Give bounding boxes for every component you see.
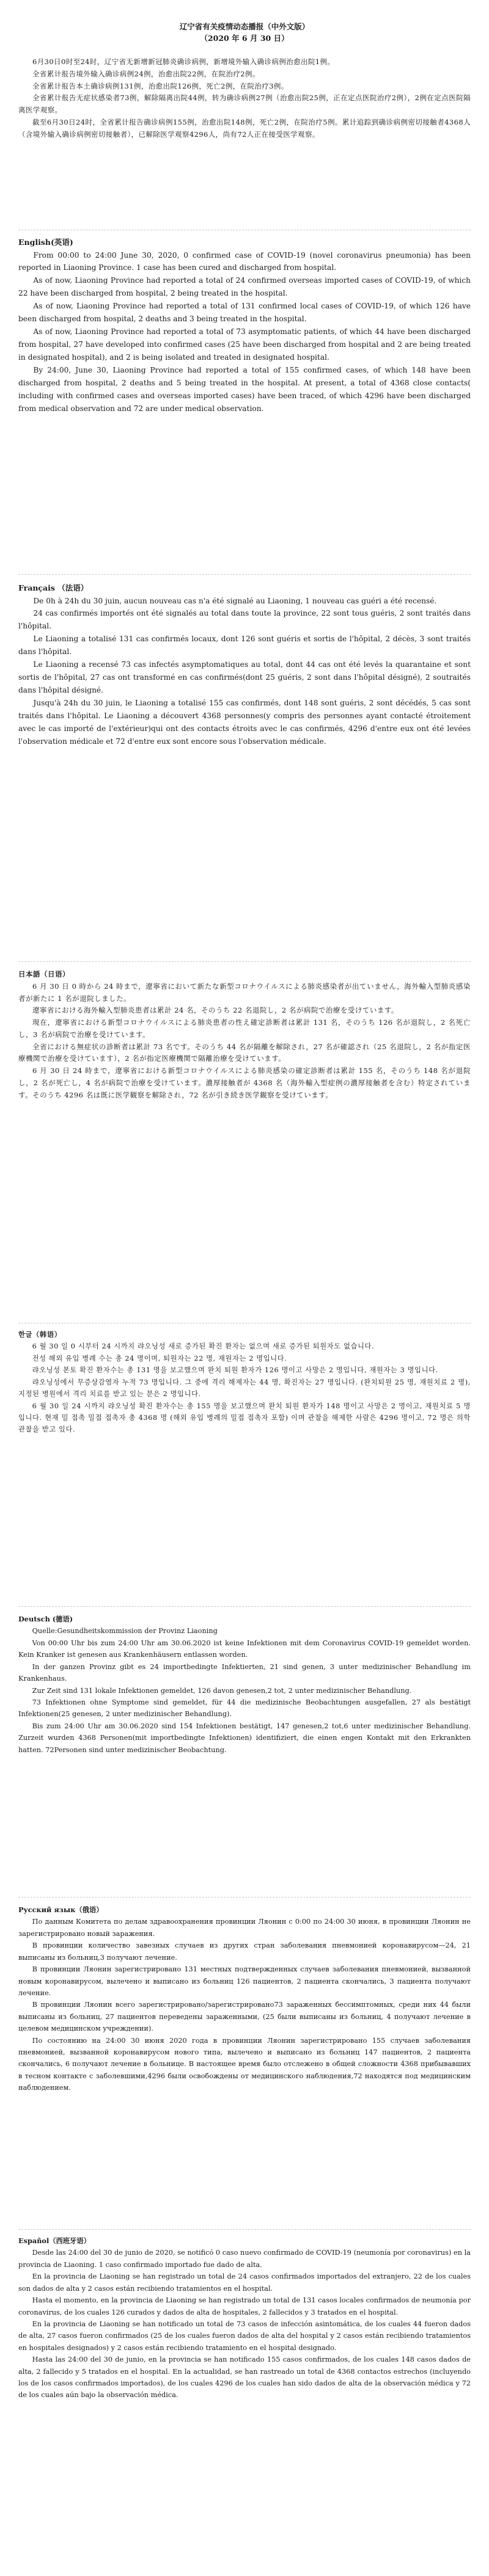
document-header xyxy=(0,21,489,45)
paragraph: 6月30日0时至24时，辽宁省无新增新冠肺炎确诊病例，新增境外输入确诊病例治愈出院1例。 xyxy=(32,57,335,66)
language-heading-spanish: Español（西班牙语） xyxy=(18,2236,91,2245)
document-title: 辽宁省有关疫情动态播报（中外文版） xyxy=(179,22,310,31)
section-spanish xyxy=(18,2235,471,2401)
language-heading-korean: 한글（韩语） xyxy=(18,1330,62,1339)
paragraph: 全省における無症状の診断者は累計 73 名です。そのうち 44 名が隔離を解除され，27 名が確認され（25 名退院し，2 名が指定医療機関で治療を受けています），2 名が指定医療機関で隔離治療を受けています。 xyxy=(18,1042,471,1063)
paragraph: 截至6月30日24时，全省累计报告确诊病例155例，治愈出院148例，死亡2例，在院治疗5例。累计追踪到确诊病例密切接触者4368人（含境外输入确诊病例密切接触者），已解除医学观察4296人，尚有72人正在接受医学观察。 xyxy=(18,117,471,139)
language-heading-russian: Русский язык（俄语） xyxy=(18,1905,103,1914)
language-heading-english: English(英语) xyxy=(18,238,73,247)
paragraph: Quelle:Gesundheitskommission der Provinz Liaoning xyxy=(32,1627,218,1635)
paragraph: 6 월 30 일 0 시부터 24 시까지 랴오닝성 새로 증가된 확진 환자는 없으며 새로 증가된 퇴원자도 없습니다. xyxy=(32,1342,375,1351)
paragraph: 랴오닝성에서 무증상감염자 누적 73 명입니다. 그 중에 격리 해제자는 44 명, 확진자는 27 명입니다. (완치퇴원 25 명, 재원치료 2 명), 지정된 병원에서 격리 치료를 받고 있는 분은 2 명입니다. xyxy=(18,1378,471,1399)
section-english xyxy=(18,236,471,415)
paragraph: Jusqu'à 24h du 30 juin, le Liaoning a totalisé 155 cas confirmés, dont 148 sont guéris, 2 sont décédés, 5 cas sont traités dans l'hôpital. Le Liaoning a découvert 4368 personnes(y compris des personnes ayant contacté étroitement avec le cas importé de l'extérieur)qui ont des contacts étroits avec le cas confirmés, 4296 d'entre eux ont été levées l'observation médicale et 72 d'entre eux sont encore sous l'observation médicale. xyxy=(18,699,471,746)
paragraph: By 24:00, June 30, Liaoning Province had reported a total of 155 confirmed cases, of which 148 have been discharged from hospital, 2 deaths and 5 being treated in the hospital. At present, a total of 4368 close contacts( including with confirmed cases and overseas imported cases) have been traced, of which 4296 have been discharged from medical observation and 72 are under medical observation. xyxy=(18,366,471,413)
paragraph: Le Liaoning a totalisé 131 cas confirmés locaux, dont 126 sont guéris et sortis de l'hôpital, 2 décès, 3 sont traités dans l'hôpital. xyxy=(18,635,471,657)
paragraph: Le Liaoning a recensé 73 cas infectés asymptomatiques au total, dont 44 cas ont été levés la quarantaine et sont sortis de l'hôpital, 27 cas ont transformé en cas confirmés(dont 25 guéris, 2 sont dans l'hôpital désigné), 2 soutraités dans l'hôpital désigné. xyxy=(18,660,471,695)
paragraph: В провинции количество завезных случаев из других стран заболевания пневмонией коронавирусом—24, 21 выписаны из больниц,3 получают лечение. xyxy=(18,1941,471,1962)
paragraph: Zur Zeit sind 131 lokale Infektionen gemeldet, 126 davon genesen,2 tot, 2 unter medizinischer Behandlung. xyxy=(32,1686,412,1695)
paragraph: В провинции Ляонин всего зарегистрировано/зарегистрировано73 зараженных бессимптомных, среди них 44 были выписаны из больниц, 27 пациентов переведены зараженными, (25 были выписаны из больниц, 4 получают лечение в целевом медицинском учреждении). xyxy=(18,2001,471,2033)
paragraph: 6 월 30 일 24 시까지 랴오닝성 확진 환자수는 총 155 명을 보고했으며 완치 퇴원 환자가 148 명이고 사망은 2 명이고, 재원치료 5 명입니다. 현재 밀 접촉 밀접 접촉자 총 4368 명 (해외 유입 병례의 밀접 접촉자 포함) 이며 관찰을 해제한 사람은 4296 명이고, 72 명은 의학 관찰을 받고 있다. xyxy=(18,1402,471,1434)
paragraph: From 00:00 to 24:00 June 30, 2020, 0 confirmed case of COVID-19 (novel coronavirus pneumonia) has been reported in Liaoning Province. 1 case has been cured and discharged from hospital. xyxy=(18,250,471,272)
paragraph: Hasta las 24:00 del 30 de junio, en la provincia se han notificado 155 casos confirmados, de los cuales 148 casos dados de alta, 2 fallecido y 5 tratados en el hospital. En la actualidad, se han rastreado un total de 4368 contactos estrechos (incluyendo los de los casos confirmados importados), de los cuales 4296 de los cuales han sido dados de alta de la observación médica y 72 de los cuales aún bajo la observación médica. xyxy=(18,2356,471,2400)
paragraph: In der ganzen Provinz gibt es 24 importbedingte Infektierten, 21 sind genen, 3 unter medizinischer Behandlung im Krankenhaus. xyxy=(18,1662,471,1683)
language-heading-french: Français （法语） xyxy=(18,583,89,592)
section-korean xyxy=(18,1329,471,1436)
paragraph: 現在，遼寧省における新型コロナウイルスによる肺炎患者の性え確定診断者は累計 131 名，そのうち 126 名が退院し，2 名死亡し，3 名が病院で治療を受けています。 xyxy=(18,1018,471,1039)
paragraph: По состоянию на 24:00 30 июня 2020 года в провинции Ляонин зарегистрировано 155 случаев заболевания пневмонией, вызванной коронавирусом нового типа, вылечено и выписано из больниц 147 пациентов, 2 пациента скончались, 6 получают лечение в больнице. В настоящее время было отслежено в общей сложности 4368 прибывавших в тесном контакте с заболевшими,4296 были освобождены от медицинского наблюдения,72 находятся под медицинским наблюдением. xyxy=(18,2036,471,2092)
paragraph: 全省累计报告本土确诊病例131例，治愈出院126例，死亡2例，在院治疗3例。 xyxy=(32,81,289,90)
paragraph: 6 月 30 日 0 時から 24 時まで，遼寧省において新たな新型コロナウイルスによる肺炎感染者が出ていません，海外輸入型肺炎感染者が新たに 1 名が退院しました。 xyxy=(18,981,471,1003)
section-divider xyxy=(18,961,471,962)
paragraph: As of now, Liaoning Province had reported a total of 131 confirmed local cases of COVID-19, of which 126 have been discharged from hospital, 2 deaths and 3 being treated in the hospital. xyxy=(18,302,471,324)
paragraph: 전성 해외 유입 병례 수는 총 24 명이며, 퇴원자는 22 명, 재원자는 2 명입니다. xyxy=(32,1354,287,1363)
paragraph: En la provincia de Liaoning se han registrado un total de 24 casos confirmados importados del extranjero, 22 de los cuales son dados de alta y 2 casos están recibiendo tratamientos en el hospital. xyxy=(18,2272,471,2293)
section-divider xyxy=(18,574,471,575)
paragraph: De 0h à 24h du 30 juin, aucun nouveau cas n'a été signalé au Liaoning, 1 nouveau cas guéri a été recensé. xyxy=(33,596,437,605)
paragraph: Desde las 24:00 del 30 de junio de 2020, se notificó 0 caso nuevo confirmado de COVID-19 (neumonía por coronavirus) en la provincia de Liaoning. 1 caso confirmado importado fue dado de alta. xyxy=(18,2249,471,2269)
paragraph: Bis zum 24:00 Uhr am 30.06.2020 sind 154 Infektionen bestätigt, 147 genesen,2 tot,6 unter medizinischer Behandlung. Zurzeit wurden 4368 Personen(mit importbedingte Infektionen) identifiziert, die einen engen Kontakt mit den Erkrankten hatten. 72Personen sind unter medizinischer Beobachtung. xyxy=(18,1722,471,1754)
document-date: （2020 年 6 月 30 日） xyxy=(200,34,289,43)
section-divider xyxy=(18,1606,471,1607)
section-german xyxy=(18,1614,471,1756)
paragraph: 24 cas confirmés importés ont été signalés au total dans toute la province, 22 sont tous guéris, 2 sont traités dans l'hôpital. xyxy=(18,609,471,631)
section-chinese xyxy=(18,56,471,140)
section-french xyxy=(18,581,471,748)
paragraph: 6 月 30 日 24 時まで，遼寧省における新型コロナウイルスによる肺炎感染の確定診断者は累計 155 名，そのうち 148 名が退院し，2 名が死亡し，4 名が病院で治療を受けています。濃厚接触者が 4368 名（海外輸入型症例の濃厚接触者を含む）特定されています。そのうち 4296 名は既に医学観察を解除され，72 名が引き続き医学観察を受けています。 xyxy=(18,1066,471,1099)
paragraph: En la provincia de Liaoning se han notificado un total de 73 casos de infección asintomática, de los cuales 44 fueron dados de alta, 27 casos fueron confirmados (25 de los cuales fueron dados de alta del hospital y 2 casos están recibiendo tratamientos en hospitales designados) y 2 casos están recibiendo tratamiento en el hospital designado. xyxy=(18,2319,471,2352)
section-russian xyxy=(18,1904,471,2094)
paragraph: 73 Infektionen ohne Symptome sind gemeldet, für 44 die medizinische Beobachtungen ausgefallen, 27 als bestätigt Infektionen(25 genesen, 2 unter medizinischer Behandlung). xyxy=(18,1698,471,1719)
section-japanese xyxy=(18,969,471,1101)
paragraph: Hasta el momento, en la provincia de Liaoning se han registrado un total de 131 casos locales confirmados de neumonía por coronavirus, de los cuales 126 curados y dados de alta de hospitales, 2 fallecidos y 3 tratados en el hospital. xyxy=(18,2296,471,2316)
language-heading-german: Deutsch (德语) xyxy=(18,1615,73,1623)
paragraph: 全省累计报告无症状感染者73例，解除隔离出院44例，转为确诊病例27例（治愈出院25例，正在定点医院治疗2例），2例在定点医院隔离医学观察。 xyxy=(18,93,471,115)
paragraph: 랴오닝성 본토 확진 환자수는 총 131 명을 보고했으며 완치 퇴원 환자가 126 명이고 사망은 2 명입니다, 재원자는 3 명입니다. xyxy=(32,1366,438,1375)
language-heading-japanese: 日本語（日语） xyxy=(18,970,70,978)
section-divider xyxy=(18,2229,471,2230)
paragraph: В провинции Ляонин зарегистрировано 131 местных подтвержденных случаев заболевания пневмонией, вызванной новым коронавирусом, вылечено и выписано из больниц 126 пациентов, 2 пациента скончались, 3 пациента получают лечение. xyxy=(18,1965,471,1997)
paragraph: As of now, Liaoning Province had reported a total of 73 asymptomatic patients, of which 44 have been discharged from hospital, 27 have developed into confirmed cases (25 have been discharged from hospital and 2 are being treated in designated hospital), and 2 is being isolated and treated in designated hospital. xyxy=(18,327,471,362)
paragraph: 全省累计报告境外输入确诊病例24例，治愈出院22例，在院治疗2例。 xyxy=(32,69,260,78)
paragraph: 遼寧省における海外輸入型肺炎患者は累計 24 名，そのうち 22 名退院し，2 名が病院で治療を受けています。 xyxy=(32,1006,399,1015)
paragraph: По данным Комитета по делам здравоохранения провинции Ляонин с 0:00 по 24:00 30 июня, в провинции Ляонин не зарегистрировано новый заражения. xyxy=(18,1918,471,1938)
paragraph: As of now, Liaoning Province had reported a total of 24 confirmed overseas imported cases of COVID-19, of which 22 have been discharged from hospital, 2 being treated in the hospital. xyxy=(18,276,471,298)
paragraph: Von 00:00 Uhr bis zum 24:00 Uhr am 30.06.2020 ist keine Infektionen mit dem Coronavirus COVID-19 gemeldet worden. Kein Kranker ist genesen aus Krankenhäusern entlassen worden. xyxy=(18,1639,471,1659)
